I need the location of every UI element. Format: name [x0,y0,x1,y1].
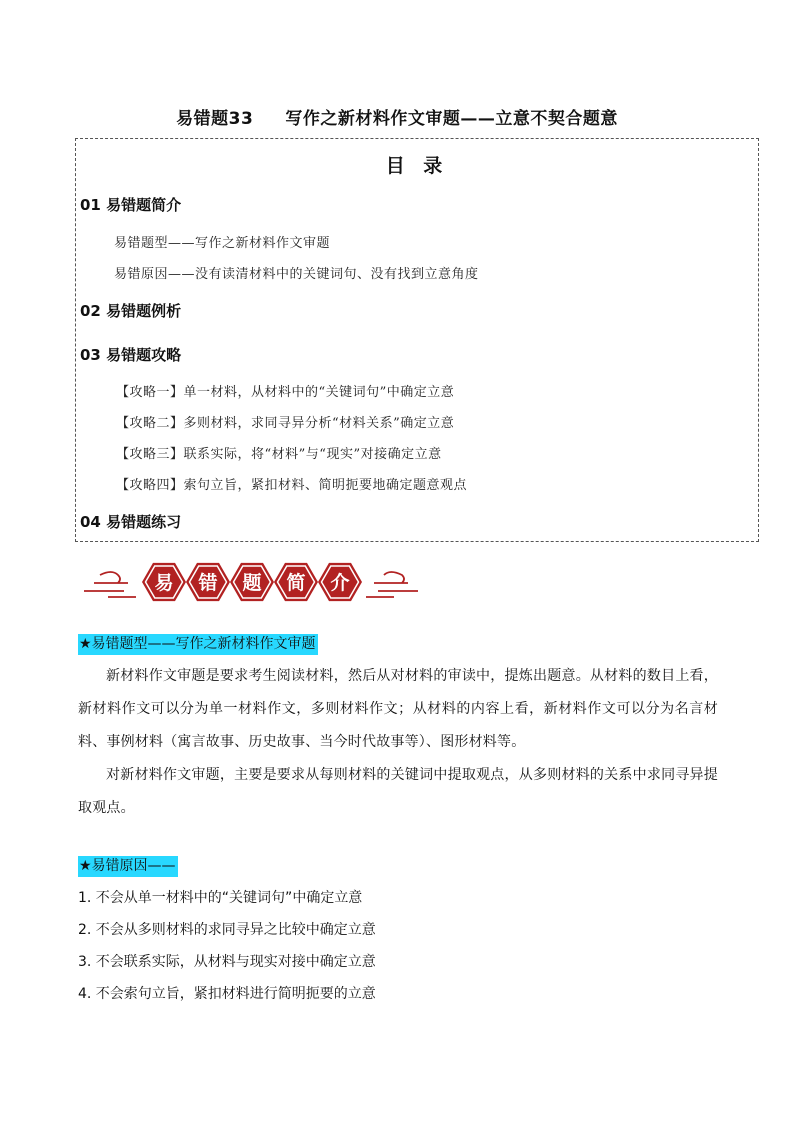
left-scroll-ornament-icon [84,572,136,597]
reason-item-1: 1. 不会从单一材料中的“关键词句”中确定立意 [78,890,363,906]
banner-char: 易 [154,572,174,594]
intro-paragraph-2: 对新材料作文审题，主要是要求从每则材料的关键词中提取观点，从多则材料的关系中求同寻异提取观点。 [78,767,718,816]
toc-item-type[interactable]: 易错题型——写作之新材料作文审题 [114,236,331,251]
toc-heading: 目 录 [385,155,449,177]
banner-char: 题 [242,572,262,594]
banner-char: 错 [198,572,218,594]
reason-item-3: 3. 不会联系实际，从材料与现实对接中确定立意 [78,954,376,970]
banner-char: 介 [330,572,350,594]
reason-item-2: 2. 不会从多则材料的求同寻异之比较中确定立意 [78,922,376,938]
toc-section-examples[interactable]: 02 易错题例析 [80,302,182,320]
intro-reason-label: ★易错原因—— [78,856,178,877]
reason-item-4: 4. 不会索句立旨，紧扣材料进行简明扼要的立意 [78,986,376,1002]
right-scroll-ornament-icon [366,572,418,597]
toc-section-strategies[interactable]: 03 易错题攻略 [80,346,182,364]
table-of-contents [75,138,759,542]
banner-char: 简 [286,572,306,594]
toc-item-reason[interactable]: 易错原因——没有读清材料中的关键词句、没有找到立意角度 [114,267,479,282]
intro-paragraph-1: 新材料作文审题是要求考生阅读材料，然后从对材料的审读中，提炼出题意。从材料的数目上看，新材料作文可以分为单一材料作文，多则材料作文；从材料的内容上看，新材料作文可以分为名言材料、事例材料（寓言故事、历史故事、当今时代故事等）、图形材料等。 [78,668,718,750]
section-banner [78,557,424,607]
toc-section-practice[interactable]: 04 易错题练习 [80,513,182,531]
toc-item-strategy-4[interactable]: 【攻略四】索句立旨，紧扣材料、简明扼要地确定题意观点 [116,478,468,493]
toc-item-strategy-1[interactable]: 【攻略一】单一材料，从材料中的“关键词句”中确定立意 [116,385,455,400]
toc-section-intro[interactable]: 01 易错题简介 [80,196,182,214]
document-title: 易错题33 写作之新材料作文审题——立意不契合题意 [176,109,618,129]
intro-type-label: ★易错题型——写作之新材料作文审题 [78,634,318,655]
toc-item-strategy-2[interactable]: 【攻略二】多则材料，求同寻异分析“材料关系”确定立意 [116,416,455,431]
toc-item-strategy-3[interactable]: 【攻略三】联系实际，将“材料”与“现实”对接确定立意 [116,447,442,462]
